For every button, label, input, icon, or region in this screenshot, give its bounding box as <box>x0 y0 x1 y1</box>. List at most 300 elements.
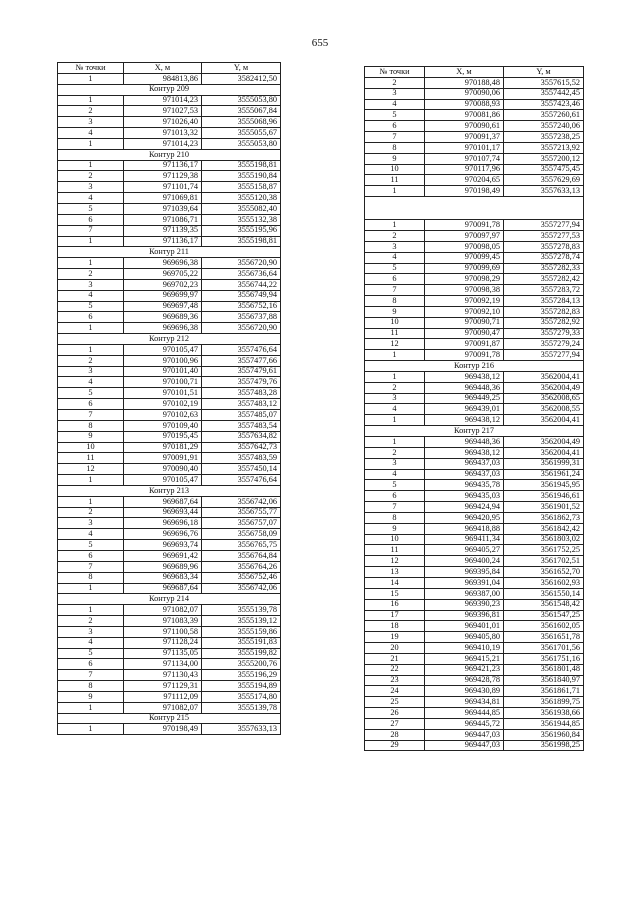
x-coordinate-cell: 970101,17 <box>425 142 504 153</box>
y-coordinate-cell: 3557485,07 <box>202 410 281 421</box>
y-coordinate-cell: 3555199,82 <box>202 648 281 659</box>
point-number-cell: 13 <box>365 567 425 578</box>
table-row <box>58 377 281 388</box>
table-row <box>58 138 281 149</box>
table-row <box>58 203 281 214</box>
y-coordinate-cell: 3557282,42 <box>504 274 584 285</box>
x-coordinate-cell: 970091,78 <box>425 220 504 231</box>
point-number-cell: 3 <box>58 117 124 128</box>
y-coordinate-cell: 3557475,45 <box>504 164 584 175</box>
point-number-cell: 1 <box>58 73 124 84</box>
y-coordinate-cell: 3557483,54 <box>202 420 281 431</box>
point-number-cell: 1 <box>58 160 124 171</box>
point-number-cell: 1 <box>58 344 124 355</box>
y-coordinate-cell: 3556755,77 <box>202 507 281 518</box>
table-row <box>365 675 584 686</box>
point-number-cell: 17 <box>365 610 425 621</box>
y-coordinate-cell: 3557200,12 <box>504 153 584 164</box>
point-number-cell: 6 <box>58 550 124 561</box>
point-number-cell: 12 <box>365 339 425 350</box>
table-row <box>58 691 281 702</box>
x-coordinate-cell: 971039,64 <box>124 203 202 214</box>
y-coordinate-cell: 3557282,83 <box>504 306 584 317</box>
x-coordinate-cell: 969415,21 <box>425 653 504 664</box>
x-coordinate-cell: 969390,23 <box>425 599 504 610</box>
point-number-cell: 10 <box>58 442 124 453</box>
y-coordinate-cell: 3561944,85 <box>504 718 584 729</box>
point-number-cell: 7 <box>365 502 425 513</box>
table-row <box>365 121 584 132</box>
x-coordinate-cell: 969420,95 <box>425 512 504 523</box>
y-coordinate-cell: 3556764,84 <box>202 550 281 561</box>
table-row <box>365 621 584 632</box>
point-number-cell: 8 <box>365 512 425 523</box>
y-coordinate-cell: 3555053,80 <box>202 95 281 106</box>
y-coordinate-cell: 3561946,61 <box>504 491 584 502</box>
table-row <box>58 583 281 594</box>
point-number-cell: 12 <box>365 556 425 567</box>
point-number-cell: 20 <box>365 643 425 654</box>
table-row <box>365 599 584 610</box>
x-coordinate-cell: 969705,22 <box>124 269 202 280</box>
x-coordinate-cell: 971130,43 <box>124 670 202 681</box>
header-point-number: № точки <box>365 67 425 78</box>
y-coordinate-cell: 3557423,46 <box>504 99 584 110</box>
table-row <box>58 626 281 637</box>
y-coordinate-cell: 3562008,65 <box>504 393 584 404</box>
x-coordinate-cell: 970188,48 <box>425 77 504 88</box>
x-coordinate-cell: 970105,47 <box>124 475 202 486</box>
table-row <box>365 77 584 88</box>
y-coordinate-cell: 3557479,61 <box>202 366 281 377</box>
table-row <box>58 453 281 464</box>
table-row <box>365 577 584 588</box>
y-coordinate-cell: 3555139,12 <box>202 616 281 627</box>
point-number-cell: 7 <box>58 225 124 236</box>
y-coordinate-cell: 3561901,52 <box>504 502 584 513</box>
y-coordinate-cell: 3556736,64 <box>202 269 281 280</box>
table-row <box>365 164 584 175</box>
table-row <box>58 572 281 583</box>
y-coordinate-cell: 3561999,31 <box>504 458 584 469</box>
table-row <box>58 236 281 247</box>
point-number-cell: 6 <box>58 659 124 670</box>
table-row <box>58 95 281 106</box>
y-coordinate-cell: 3561998,25 <box>504 740 584 751</box>
y-coordinate-cell: 3557238,25 <box>504 132 584 143</box>
point-number-cell: 4 <box>58 637 124 648</box>
x-coordinate-cell: 969435,03 <box>425 491 504 502</box>
point-number-cell: 1 <box>58 258 124 269</box>
y-coordinate-cell: 3556742,06 <box>202 583 281 594</box>
x-coordinate-cell: 969437,03 <box>425 458 504 469</box>
x-coordinate-cell: 971082,07 <box>124 702 202 713</box>
table-row <box>365 371 584 382</box>
contour-heading: Контур 212 <box>58 334 281 345</box>
x-coordinate-cell: 970198,49 <box>425 186 504 197</box>
x-coordinate-cell: 971139,35 <box>124 225 202 236</box>
header-x-coordinate: X, м <box>425 67 504 78</box>
x-coordinate-cell: 969449,25 <box>425 393 504 404</box>
table-row <box>58 637 281 648</box>
y-coordinate-cell: 3557278,74 <box>504 252 584 263</box>
table-row <box>58 279 281 290</box>
point-number-cell: 3 <box>58 182 124 193</box>
x-coordinate-cell: 970099,69 <box>425 263 504 274</box>
point-number-cell: 1 <box>365 415 425 426</box>
contour-heading-row <box>58 247 281 258</box>
x-coordinate-cell: 970109,40 <box>124 420 202 431</box>
y-coordinate-cell: 3555053,80 <box>202 138 281 149</box>
table-row <box>58 475 281 486</box>
point-number-cell: 1 <box>58 583 124 594</box>
x-coordinate-cell: 969435,78 <box>425 480 504 491</box>
y-coordinate-cell: 3556737,88 <box>202 312 281 323</box>
x-coordinate-cell: 971100,58 <box>124 626 202 637</box>
point-number-cell: 8 <box>365 142 425 153</box>
x-coordinate-cell: 969696,38 <box>124 323 202 334</box>
table-row <box>58 724 281 735</box>
point-number-cell: 2 <box>58 507 124 518</box>
point-number-cell: 1 <box>58 724 124 735</box>
point-number-cell: 5 <box>58 540 124 551</box>
point-number-cell: 4 <box>58 377 124 388</box>
x-coordinate-cell: 970092,10 <box>425 306 504 317</box>
y-coordinate-cell: 3556752,46 <box>202 572 281 583</box>
point-number-cell: 6 <box>58 399 124 410</box>
x-coordinate-cell: 969687,64 <box>124 583 202 594</box>
x-coordinate-cell: 970101,51 <box>124 388 202 399</box>
x-coordinate-cell: 969396,81 <box>425 610 504 621</box>
x-coordinate-cell: 969447,03 <box>425 740 504 751</box>
y-coordinate-cell: 3556720,90 <box>202 258 281 269</box>
table-row <box>365 110 584 121</box>
y-coordinate-cell: 3561652,70 <box>504 567 584 578</box>
point-number-cell: 9 <box>58 431 124 442</box>
table-row <box>58 399 281 410</box>
table-row <box>58 702 281 713</box>
x-coordinate-cell: 969448,36 <box>425 437 504 448</box>
x-coordinate-cell: 984813,86 <box>124 73 202 84</box>
y-coordinate-cell: 3557278,83 <box>504 241 584 252</box>
y-coordinate-cell: 3561550,14 <box>504 588 584 599</box>
table-row <box>365 502 584 513</box>
contour-heading: Контур 216 <box>365 361 584 372</box>
point-number-cell: 2 <box>365 77 425 88</box>
table-row <box>365 393 584 404</box>
point-number-cell: 5 <box>365 110 425 121</box>
y-coordinate-cell: 3556744,22 <box>202 279 281 290</box>
table-row <box>365 697 584 708</box>
point-number-cell: 6 <box>365 274 425 285</box>
x-coordinate-cell: 969410,19 <box>425 643 504 654</box>
table-row <box>365 729 584 740</box>
point-number-cell: 4 <box>365 469 425 480</box>
contour-heading: Контур 211 <box>58 247 281 258</box>
table-row <box>58 344 281 355</box>
table-row <box>365 491 584 502</box>
table-row <box>365 588 584 599</box>
point-number-cell: 11 <box>58 453 124 464</box>
y-coordinate-cell: 3562004,41 <box>504 447 584 458</box>
y-coordinate-cell: 3561702,51 <box>504 556 584 567</box>
x-coordinate-cell: 970101,40 <box>124 366 202 377</box>
y-coordinate-cell: 3556749,94 <box>202 290 281 301</box>
point-number-cell: 1 <box>58 702 124 713</box>
table-row <box>365 708 584 719</box>
table-row <box>365 415 584 426</box>
point-number-cell: 1 <box>365 437 425 448</box>
point-number-cell: 3 <box>58 518 124 529</box>
table-row <box>365 328 584 339</box>
x-coordinate-cell: 971069,81 <box>124 193 202 204</box>
y-coordinate-cell: 3557477,66 <box>202 355 281 366</box>
y-coordinate-cell: 3561751,16 <box>504 653 584 664</box>
table-row <box>58 550 281 561</box>
table-row <box>58 312 281 323</box>
contour-heading-row <box>365 361 584 372</box>
point-number-cell: 23 <box>365 675 425 686</box>
point-number-cell: 7 <box>365 285 425 296</box>
y-coordinate-cell: 3557479,76 <box>202 377 281 388</box>
y-coordinate-cell: 3556765,75 <box>202 540 281 551</box>
point-number-cell: 3 <box>365 241 425 252</box>
x-coordinate-cell: 970102,63 <box>124 410 202 421</box>
x-coordinate-cell: 969395,84 <box>425 567 504 578</box>
point-number-cell: 5 <box>365 263 425 274</box>
y-coordinate-cell: 3557642,73 <box>202 442 281 453</box>
point-number-cell: 24 <box>365 686 425 697</box>
table-row <box>58 659 281 670</box>
y-coordinate-cell: 3557615,52 <box>504 77 584 88</box>
y-coordinate-cell: 3557629,69 <box>504 175 584 186</box>
x-coordinate-cell: 969689,36 <box>124 312 202 323</box>
point-number-cell: 2 <box>365 230 425 241</box>
contour-heading: Контур 213 <box>58 485 281 496</box>
x-coordinate-cell: 969418,88 <box>425 523 504 534</box>
point-number-cell: 1 <box>365 350 425 361</box>
point-number-cell: 28 <box>365 729 425 740</box>
y-coordinate-cell: 3557442,45 <box>504 88 584 99</box>
table-row <box>365 350 584 361</box>
x-coordinate-cell: 969405,80 <box>425 632 504 643</box>
table-row <box>365 632 584 643</box>
y-coordinate-cell: 3555198,81 <box>202 160 281 171</box>
blank-row <box>365 197 584 220</box>
coordinates-table-right <box>364 66 584 751</box>
header-point-number: № точки <box>58 63 124 74</box>
point-number-cell: 8 <box>58 420 124 431</box>
x-coordinate-cell: 969696,76 <box>124 529 202 540</box>
table-row <box>365 142 584 153</box>
x-coordinate-cell: 969401,01 <box>425 621 504 632</box>
point-number-cell: 5 <box>365 480 425 491</box>
table-row <box>58 442 281 453</box>
header-y-coordinate: Y, м <box>504 67 584 78</box>
x-coordinate-cell: 969699,97 <box>124 290 202 301</box>
point-number-cell: 10 <box>365 534 425 545</box>
point-number-cell: 2 <box>58 171 124 182</box>
point-number-cell: 11 <box>365 175 425 186</box>
y-coordinate-cell: 3555191,83 <box>202 637 281 648</box>
point-number-cell: 4 <box>58 529 124 540</box>
table-row <box>365 220 584 231</box>
y-coordinate-cell: 3555082,40 <box>202 203 281 214</box>
y-coordinate-cell: 3557277,94 <box>504 350 584 361</box>
y-coordinate-cell: 3561803,02 <box>504 534 584 545</box>
y-coordinate-cell: 3557284,13 <box>504 296 584 307</box>
point-number-cell: 1 <box>365 371 425 382</box>
y-coordinate-cell: 3561840,97 <box>504 675 584 686</box>
x-coordinate-cell: 969387,00 <box>425 588 504 599</box>
table-row <box>58 366 281 377</box>
table-row <box>58 117 281 128</box>
x-coordinate-cell: 970081,86 <box>425 110 504 121</box>
x-coordinate-cell: 971101,74 <box>124 182 202 193</box>
point-number-cell: 6 <box>365 121 425 132</box>
point-number-cell: 11 <box>365 545 425 556</box>
table-row <box>58 616 281 627</box>
point-number-cell: 2 <box>58 269 124 280</box>
x-coordinate-cell: 970102,19 <box>124 399 202 410</box>
table-row <box>58 670 281 681</box>
table-row <box>58 648 281 659</box>
table-row <box>365 274 584 285</box>
x-coordinate-cell: 971129,31 <box>124 681 202 692</box>
table-row <box>365 88 584 99</box>
y-coordinate-cell: 3562004,41 <box>504 415 584 426</box>
table-row <box>58 323 281 334</box>
x-coordinate-cell: 969438,12 <box>425 371 504 382</box>
table-row <box>365 458 584 469</box>
point-number-cell: 2 <box>58 355 124 366</box>
y-coordinate-cell: 3557213,92 <box>504 142 584 153</box>
x-coordinate-cell: 970091,91 <box>124 453 202 464</box>
point-number-cell: 11 <box>365 328 425 339</box>
table-row <box>365 567 584 578</box>
x-coordinate-cell: 970097,97 <box>425 230 504 241</box>
y-coordinate-cell: 3557277,53 <box>504 230 584 241</box>
x-coordinate-cell: 971026,40 <box>124 117 202 128</box>
x-coordinate-cell: 970198,49 <box>124 724 202 735</box>
y-coordinate-cell: 3555200,76 <box>202 659 281 670</box>
table-row <box>365 437 584 448</box>
x-coordinate-cell: 971013,32 <box>124 128 202 139</box>
point-number-cell: 7 <box>58 410 124 421</box>
x-coordinate-cell: 970091,37 <box>425 132 504 143</box>
point-number-cell: 14 <box>365 577 425 588</box>
y-coordinate-cell: 3556720,90 <box>202 323 281 334</box>
table-row <box>365 643 584 654</box>
table-row <box>58 128 281 139</box>
table-row <box>58 355 281 366</box>
table-row <box>58 182 281 193</box>
y-coordinate-cell: 3562004,41 <box>504 371 584 382</box>
x-coordinate-cell: 971014,23 <box>124 138 202 149</box>
table-row <box>58 507 281 518</box>
table-row <box>365 263 584 274</box>
y-coordinate-cell: 3557633,13 <box>202 724 281 735</box>
y-coordinate-cell: 3561548,42 <box>504 599 584 610</box>
point-number-cell: 3 <box>58 626 124 637</box>
y-coordinate-cell: 3561602,93 <box>504 577 584 588</box>
x-coordinate-cell: 969696,38 <box>124 258 202 269</box>
point-number-cell: 4 <box>58 193 124 204</box>
y-coordinate-cell: 3562008,55 <box>504 404 584 415</box>
y-coordinate-cell: 3557633,13 <box>504 186 584 197</box>
y-coordinate-cell: 3561961,24 <box>504 469 584 480</box>
table-row <box>58 540 281 551</box>
x-coordinate-cell: 969430,89 <box>425 686 504 697</box>
x-coordinate-cell: 969434,81 <box>425 697 504 708</box>
x-coordinate-cell: 970091,78 <box>425 350 504 361</box>
point-number-cell: 6 <box>58 214 124 225</box>
x-coordinate-cell: 969697,48 <box>124 301 202 312</box>
y-coordinate-cell: 3556757,07 <box>202 518 281 529</box>
point-number-cell: 7 <box>365 132 425 143</box>
x-coordinate-cell: 969391,04 <box>425 577 504 588</box>
y-coordinate-cell: 3555190,84 <box>202 171 281 182</box>
table-row <box>365 285 584 296</box>
point-number-cell: 7 <box>58 670 124 681</box>
table-row <box>58 214 281 225</box>
contour-heading: Контур 210 <box>58 149 281 160</box>
y-coordinate-cell: 3555198,81 <box>202 236 281 247</box>
table-row <box>365 534 584 545</box>
contour-heading-row <box>58 334 281 345</box>
x-coordinate-cell: 971134,00 <box>124 659 202 670</box>
x-coordinate-cell: 970117,96 <box>425 164 504 175</box>
y-coordinate-cell: 3561938,66 <box>504 708 584 719</box>
x-coordinate-cell: 969438,12 <box>425 447 504 458</box>
y-coordinate-cell: 3557279,24 <box>504 339 584 350</box>
point-number-cell: 10 <box>365 317 425 328</box>
y-coordinate-cell: 3561701,56 <box>504 643 584 654</box>
x-coordinate-cell: 970088,93 <box>425 99 504 110</box>
point-number-cell: 6 <box>58 312 124 323</box>
x-coordinate-cell: 969445,72 <box>425 718 504 729</box>
coordinates-table-left <box>57 62 281 735</box>
y-coordinate-cell: 3561945,95 <box>504 480 584 491</box>
table-row <box>365 186 584 197</box>
point-number-cell: 1 <box>365 220 425 231</box>
table-row <box>365 296 584 307</box>
y-coordinate-cell: 3555195,96 <box>202 225 281 236</box>
y-coordinate-cell: 3555067,84 <box>202 106 281 117</box>
point-number-cell: 4 <box>58 290 124 301</box>
y-coordinate-cell: 3556758,09 <box>202 529 281 540</box>
point-number-cell: 4 <box>365 99 425 110</box>
y-coordinate-cell: 3557483,12 <box>202 399 281 410</box>
point-number-cell: 2 <box>58 106 124 117</box>
contour-heading: Контур 214 <box>58 594 281 605</box>
point-number-cell: 10 <box>365 164 425 175</box>
point-number-cell: 9 <box>58 691 124 702</box>
x-coordinate-cell: 969438,12 <box>425 415 504 426</box>
table-row <box>365 252 584 263</box>
x-coordinate-cell: 969689,96 <box>124 561 202 572</box>
x-coordinate-cell: 970195,45 <box>124 431 202 442</box>
y-coordinate-cell: 3555132,38 <box>202 214 281 225</box>
point-number-cell: 1 <box>58 138 124 149</box>
y-coordinate-cell: 3561842,42 <box>504 523 584 534</box>
contour-heading-row <box>58 84 281 95</box>
table-row <box>58 605 281 616</box>
y-coordinate-cell: 3555139,78 <box>202 702 281 713</box>
table-row <box>58 518 281 529</box>
y-coordinate-cell: 3557240,06 <box>504 121 584 132</box>
table-row <box>365 447 584 458</box>
